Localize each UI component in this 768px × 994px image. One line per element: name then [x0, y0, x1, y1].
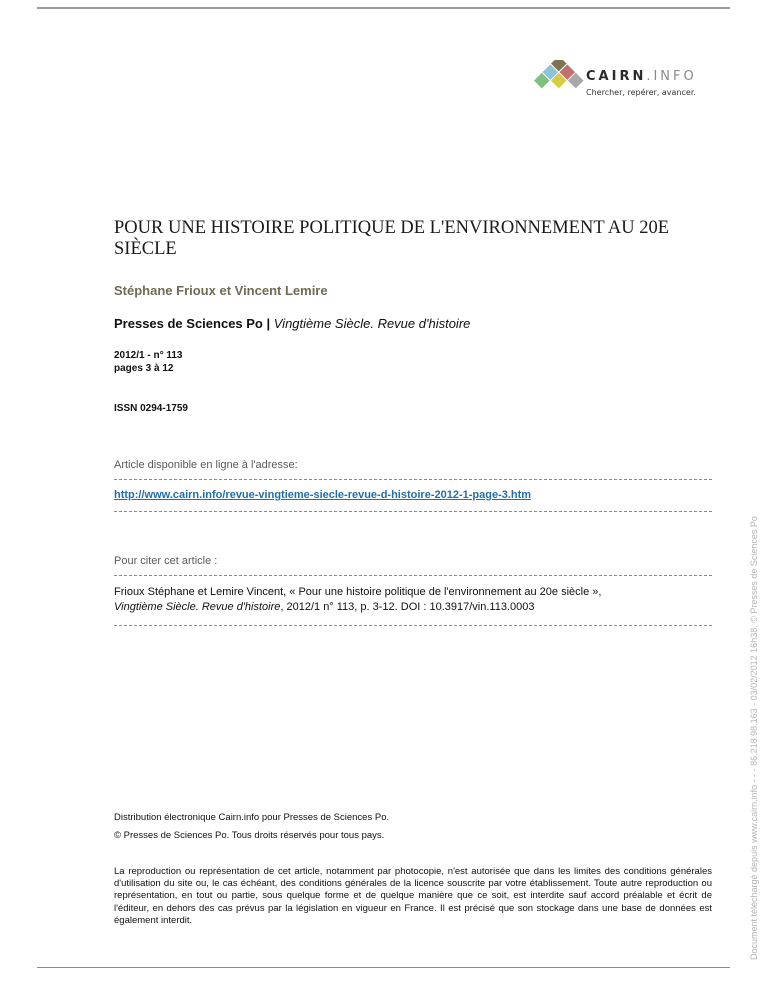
- citation-line-2: [114, 600, 601, 615]
- issn: ISSN 0294-1759: [114, 403, 188, 414]
- citation-line-1: Frioux Stéphane et Lemire Vincent, « Pour une histoire politique de l'environnement au 20e siècle »,: [114, 586, 602, 598]
- journal-name: Vingtième Siècle. Revue d'histoire: [273, 316, 471, 331]
- citation-label: Pour citer cet article :: [114, 555, 218, 567]
- divider-dashed: [114, 511, 712, 512]
- citation-details: , 2012/1 n° 113, p. 3-12. DOI : 10.3917/vin.113.0003: [280, 601, 535, 613]
- cairn-logo[interactable]: [512, 60, 712, 110]
- article-url-link[interactable]: http://www.cairn.info/revue-vingtieme-siecle-revue-d-histoire-2012-1-page-3.htm: [114, 489, 532, 501]
- online-label: Article disponible en ligne à l'adresse:: [114, 459, 298, 471]
- cairn-logo-tiles-icon: [512, 60, 590, 104]
- legal-notice: La reproduction ou représentation de cet article, notamment par photocopie, n'est autorisée que dans les limites des conditions générales d'utilisation du site ou, le cas échéant, des conditions générales de la licence souscrite par votre établissement. Toute autre reproduction ou représentation, en tout ou partie, sous quelque forme et de quelque manière que ce soit, est interdite sauf accord préalable et écrit de l'éditeur, en dehors des cas prévus par la législation en vigueur en France. Il est précisé que son stockage dans une base de données est également interdit.: [114, 866, 712, 926]
- publisher-name: Presses de Sciences Po: [114, 316, 263, 331]
- distribution-note: Distribution électronique Cairn.info pour Presses de Sciences Po.: [114, 812, 390, 823]
- page-range: pages 3 à 12: [114, 363, 174, 374]
- publisher-line: [114, 316, 470, 331]
- publisher-separator: |: [262, 316, 274, 331]
- citation-text: [114, 585, 601, 615]
- divider-dashed: [114, 479, 712, 480]
- divider-dashed: [114, 575, 712, 576]
- divider-dashed: [114, 625, 712, 626]
- logo-wordmark: [586, 69, 697, 84]
- issue-info: [114, 349, 183, 375]
- citation-journal: Vingtième Siècle. Revue d'histoire: [114, 601, 281, 613]
- download-watermark: Document téléchargé depuis www.cairn.info - - - 86.218.98.163 - 03/02/2012 16h38. © Presses de Sciences Po: [749, 516, 759, 960]
- issue-number: 2012/1 - n° 113: [114, 350, 183, 361]
- copyright-note: © Presses de Sciences Po. Tous droits réservés pour tous pays.: [114, 830, 385, 841]
- logo-brand-suffix: .INFO: [646, 69, 697, 84]
- logo-brand-main: CAIRN: [586, 69, 647, 84]
- top-rule: [37, 7, 730, 9]
- logo-tagline: Chercher, repérer, avancer.: [586, 88, 696, 97]
- article-title: POUR UNE HISTOIRE POLITIQUE DE L'ENVIRONNEMENT AU 20E SIÈCLE: [114, 218, 670, 259]
- bottom-rule: [37, 967, 730, 968]
- article-authors: Stéphane Frioux et Vincent Lemire: [114, 283, 328, 298]
